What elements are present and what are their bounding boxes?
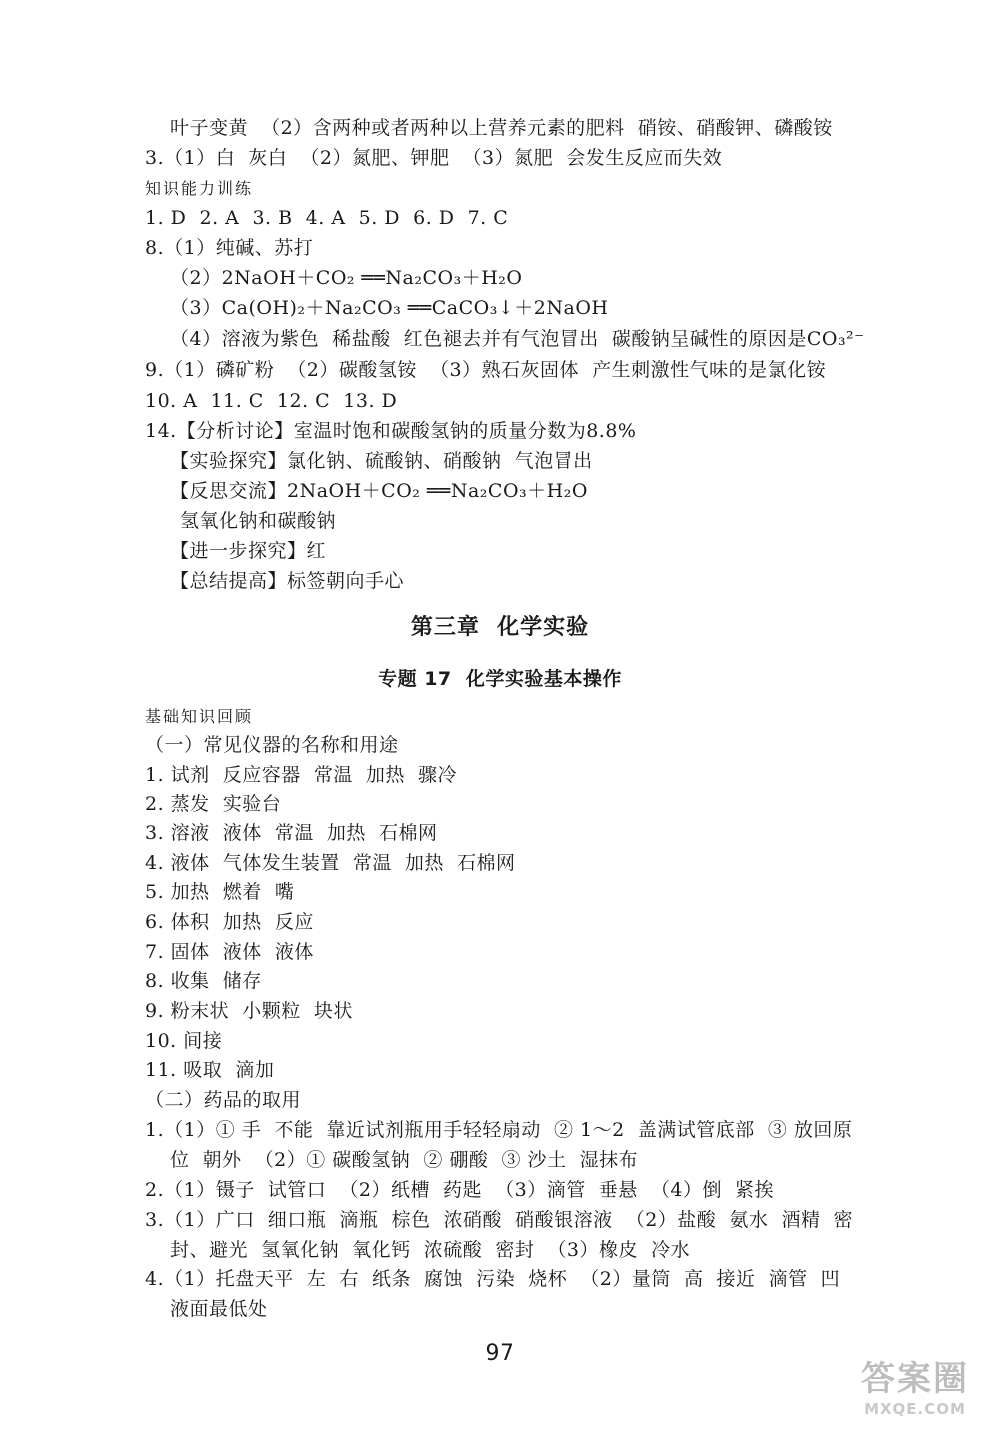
- answer-line: 1. 试剂 反应容器 常温 加热 骤冷: [145, 764, 457, 786]
- watermark-url: MXQE.COM: [864, 1400, 966, 1418]
- answer-line: 11. 吸取 滴加: [145, 1059, 275, 1081]
- section-heading: 基础知识回顾: [145, 707, 254, 726]
- answer-line: 10. 间接: [145, 1030, 223, 1052]
- answer-line: （4）溶液为紫色 稀盐酸 红色褪去并有气泡冒出 碳酸钠呈碱性的原因是CO₃²⁻: [170, 328, 865, 350]
- answer-line: 封、避光 氢氧化钠 氧化钙 浓硫酸 密封 （3）橡皮 冷水: [170, 1239, 691, 1261]
- answer-line: 1. D 2. A 3. B 4. A 5. D 6. D 7. C: [145, 207, 509, 229]
- equation-line: （2）2NaOH＋CO₂ ══Na₂CO₃＋H₂O: [170, 267, 523, 289]
- answer-line: 5. 加热 燃着 嘴: [145, 881, 295, 903]
- answer-line: 2. 蒸发 实验台: [145, 793, 282, 815]
- subsection-heading: （二）药品的取用: [145, 1089, 302, 1111]
- subsection-heading: （一）常见仪器的名称和用途: [145, 734, 399, 756]
- equation-line: 【反思交流】2NaOH＋CO₂ ══Na₂CO₃＋H₂O: [170, 480, 588, 502]
- equation-line: （3）Ca(OH)₂＋Na₂CO₃ ══CaCO₃↓＋2NaOH: [170, 297, 609, 319]
- chapter-title: 第三章 化学实验: [410, 615, 590, 640]
- answer-line: 14.【分析讨论】室温时饱和碳酸氢钠的质量分数为8.8%: [145, 420, 637, 442]
- watermark-logo: [850, 1351, 980, 1418]
- answer-line: 叶子变黄 （2）含两种或者两种以上营养元素的肥料 硝铵、硝酸钾、磷酸铵: [170, 117, 833, 139]
- answer-line: 位 朝外 （2）① 碳酸氢钠 ② 硼酸 ③ 沙土 湿抹布: [170, 1149, 639, 1171]
- watermark-logo-text: 答案圈: [861, 1359, 969, 1399]
- answer-line: 9. 粉末状 小颗粒 块状: [145, 1000, 353, 1022]
- answer-line: 4. 液体 气体发生装置 常温 加热 石棉网: [145, 852, 516, 874]
- answer-line: 3. 溶液 液体 常温 加热 石棉网: [145, 822, 438, 844]
- answer-line: 4.（1）托盘天平 左 右 纸条 腐蚀 污染 烧杯 （2）量筒 高 接近 滴管 凹: [145, 1268, 841, 1290]
- section-heading: 知识能力训练: [145, 179, 254, 198]
- page-number: 97: [485, 1341, 515, 1366]
- answer-line: 7. 固体 液体 液体: [145, 941, 314, 963]
- answer-line: 液面最低处: [170, 1298, 268, 1320]
- answer-line: 【总结提高】标签朝向手心: [170, 570, 405, 592]
- answer-line: 3.（1）白 灰白 （2）氮肥、钾肥 （3）氮肥 会发生反应而失效: [145, 147, 723, 169]
- answer-line: 3.（1）广口 细口瓶 滴瓶 棕色 浓硝酸 硝酸银溶液 （2）盐酸 氨水 酒精 密: [145, 1209, 854, 1231]
- answer-line: 【实验探究】氯化钠、硫酸钠、硝酸钠 气泡冒出: [170, 450, 593, 472]
- answer-line: 2.（1）镊子 试管口 （2）纸槽 药匙 （3）滴管 垂悬 （4）倒 紧挨: [145, 1179, 775, 1201]
- answer-line: 8.（1）纯碱、苏打: [145, 237, 314, 259]
- answer-line: 8. 收集 储存: [145, 970, 262, 992]
- answer-line: 氢氧化钠和碳酸钠: [180, 510, 337, 532]
- answer-line: 6. 体积 加热 反应: [145, 911, 314, 933]
- topic-title: 专题 17 化学实验基本操作: [378, 668, 622, 690]
- answer-line: 【进一步探究】红: [170, 540, 327, 562]
- answer-line: 1.（1）① 手 不能 靠近试剂瓶用手轻轻扇动 ② 1～2 盖满试管底部 ③ 放回原: [145, 1119, 853, 1141]
- answer-line: 10. A 11. C 12. C 13. D: [145, 390, 398, 412]
- answer-line: 9.（1）磷矿粉 （2）碳酸氢铵 （3）熟石灰固体 产生刺激性气味的是氯化铵: [145, 359, 827, 381]
